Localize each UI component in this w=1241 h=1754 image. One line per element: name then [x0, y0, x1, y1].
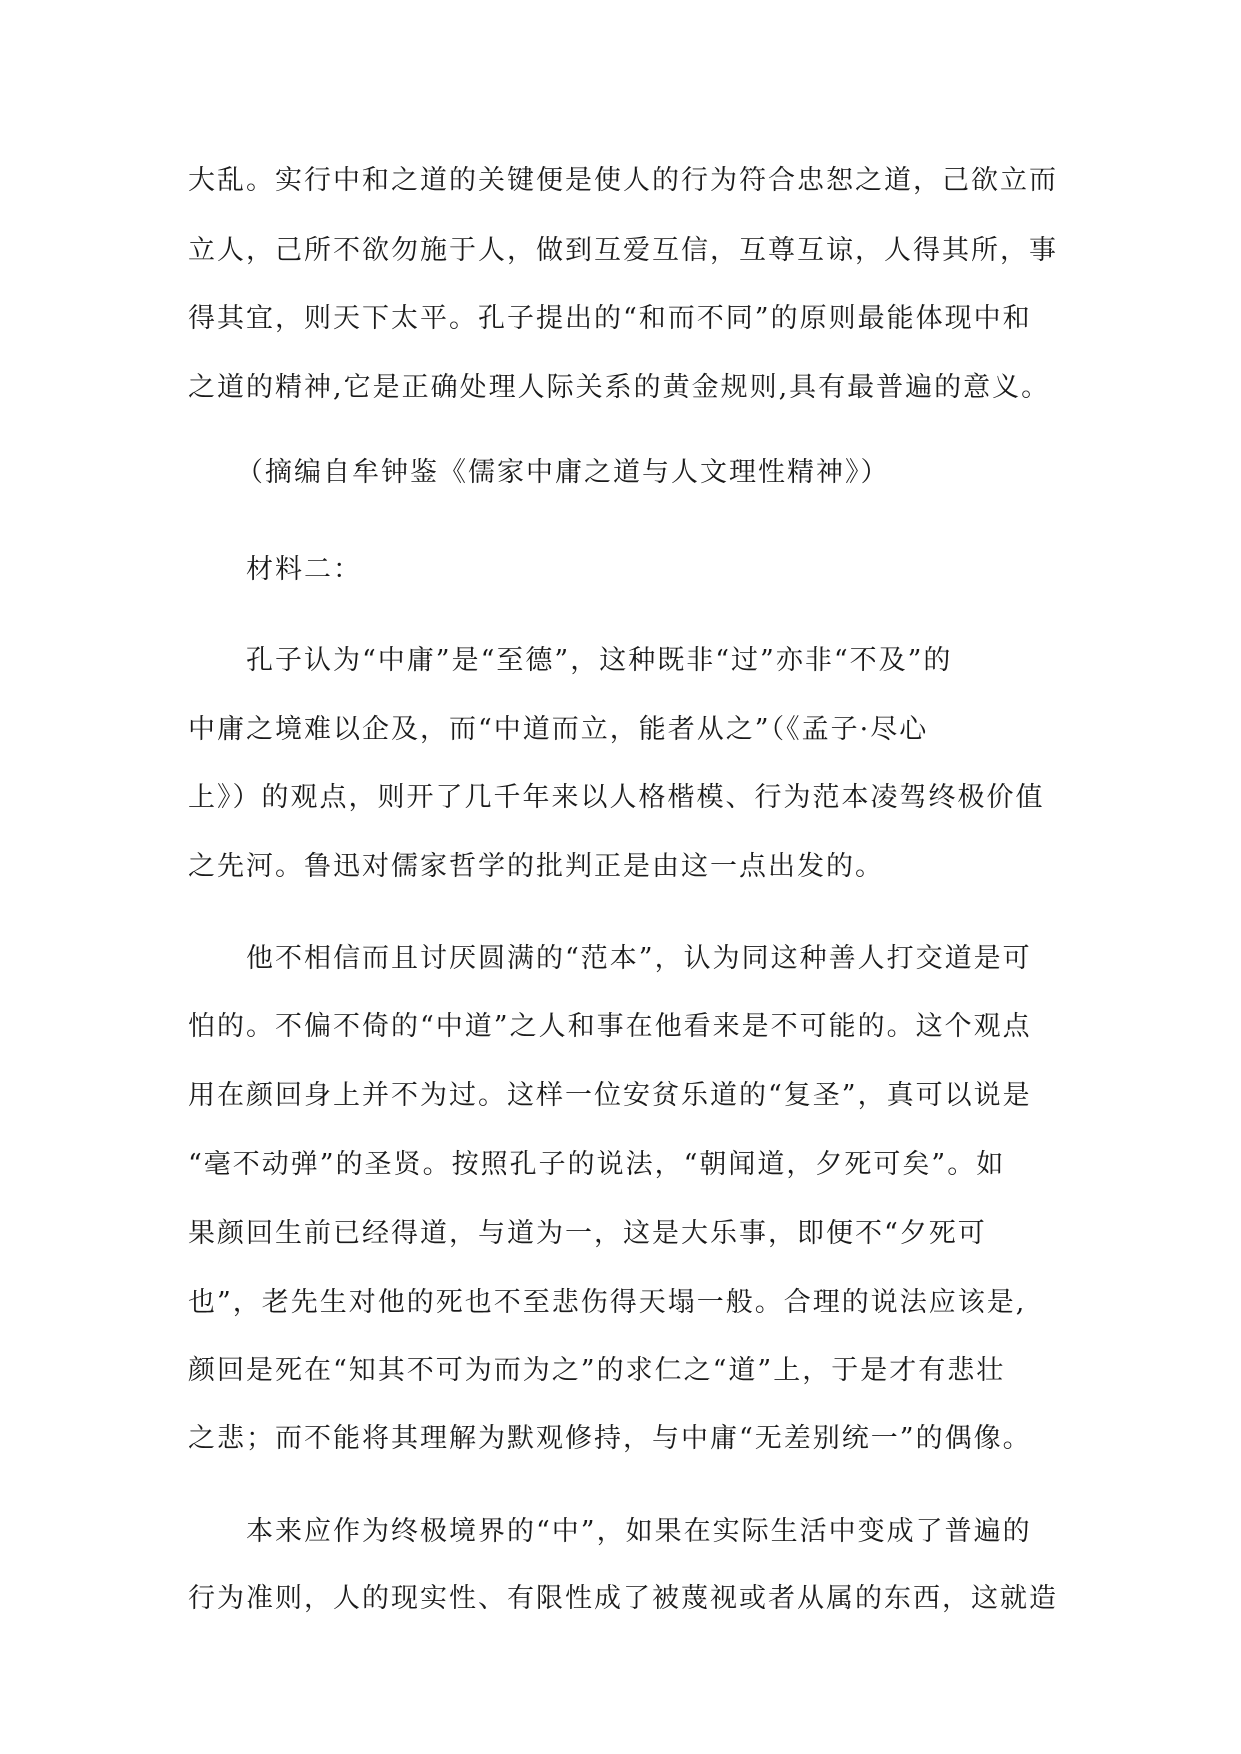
- text-line: 他不相信而且讨厌圆满的“范本”，认为同这种善人打交道是可: [246, 943, 1032, 974]
- text-line: 颜回是死在“知其不可为而为之”的求仁之“道”上，于是才有悲壮: [188, 1355, 1006, 1386]
- text-line: 大乱。实行中和之道的关键便是使人的行为符合忠恕之道，己欲立而: [188, 165, 1058, 196]
- text-line: 上》）的观点，则开了几千年来以人格楷模、行为范本凌驾终极价值: [188, 782, 1045, 813]
- text-line: 之悲；而不能将其理解为默观修持，与中庸“无差别统一”的偶像。: [188, 1423, 1032, 1454]
- text-line: 得其宜，则天下太平。孔子提出的“和而不同”的原则最能体现中和: [188, 303, 1032, 334]
- text-line: 怕的。不偏不倚的“中道”之人和事在他看来是不可能的。这个观点: [188, 1011, 1032, 1042]
- text-line: 立人，己所不欲勿施于人，做到互爱互信，互尊互谅，人得其所，事: [188, 235, 1058, 266]
- text-line: 用在颜回身上并不为过。这样一位安贫乐道的“复圣”，真可以说是: [188, 1080, 1032, 1111]
- text-line: 果颜回生前已经得道，与道为一，这是大乐事，即便不“夕死可: [188, 1218, 987, 1249]
- citation: （摘编自牟钟鉴《儒家中庸之道与人文理性精神》）: [236, 457, 890, 488]
- text-line: 之道的精神,它是正确处理人际关系的黄金规则,具有最普遍的意义。: [188, 372, 1051, 403]
- text-line: 也”，老先生对他的死也不至悲伤得天塌一般。合理的说法应该是,: [188, 1287, 1027, 1318]
- text-line: 孔子认为“中庸”是“至德”，这种既非“过”亦非“不及”的: [246, 645, 953, 676]
- section-heading: 材料二：: [246, 554, 362, 585]
- text-line: 行为准则，人的现实性、有限性成了被蔑视或者从属的东西，这就造: [188, 1583, 1058, 1614]
- text-line: 之先河。鲁迅对儒家哲学的批判正是由这一点出发的。: [188, 851, 884, 882]
- text-line: 中庸之境难以企及，而“中道而立，能者从之”（《孟子·尽心: [188, 714, 929, 745]
- text-line: “毫不动弹”的圣贤。按照孔子的说法，“朝闻道，夕死可矣”。如: [188, 1149, 1006, 1180]
- text-line: 本来应作为终极境界的“中”，如果在实际生活中变成了普遍的: [246, 1516, 1032, 1547]
